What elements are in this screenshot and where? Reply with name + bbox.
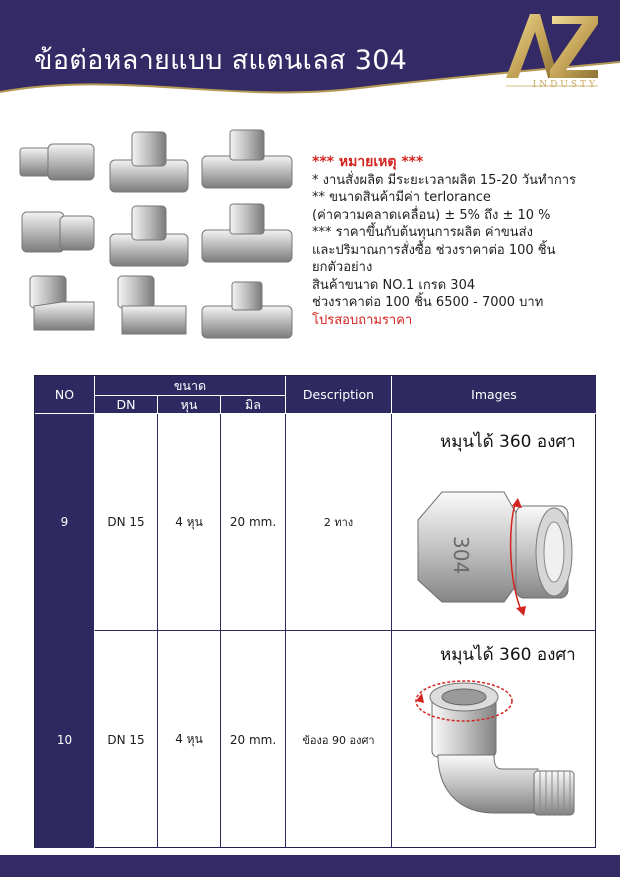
header-size-group: ขนาด — [95, 376, 286, 396]
row-dn: DN 15 — [95, 414, 158, 631]
header-description: Description — [286, 376, 392, 414]
header-images: Images — [392, 376, 596, 414]
fitting-straight-thumb — [20, 144, 94, 180]
note-line: ** ขนาดสินค้ามีค่า terlorance — [312, 190, 491, 205]
image-caption: หมุนได้ 360 องศา — [440, 432, 576, 452]
note-line: *** ราคาขึ้นกับต้นทุนการผลิต ค่าขนส่ง — [312, 225, 533, 240]
row-description: 2 ทาง — [286, 414, 392, 631]
elbow-fitting-photo — [410, 671, 584, 843]
row-image-cell — [392, 414, 596, 631]
row-dn: DN 15 — [95, 631, 158, 848]
note-line: (ค่าความคลาดเคลื่อน) ± 5% ถึง ± 10 % — [312, 207, 551, 223]
note-line: และปริมาณการสั่งซื้อ ช่วงราคาต่อ 100 ชิ้น — [312, 242, 556, 258]
notes-contact: โปรสอบถามราคา — [312, 312, 413, 328]
straight-coupling-photo — [412, 462, 582, 622]
product-collage-image — [14, 124, 304, 360]
header-banner — [0, 0, 620, 110]
product-spec-table — [34, 375, 596, 848]
notes-panel — [312, 154, 612, 329]
note-line: สินค้าขนาด NO.1 เกรด 304 — [312, 277, 476, 293]
fitting-elbow-2-thumb — [118, 276, 186, 334]
row-no: 9 — [35, 414, 95, 631]
stamp-304-text: 304 — [449, 536, 473, 575]
fitting-tee-4-thumb — [202, 282, 292, 338]
row-hun: 4 หุน — [158, 414, 221, 631]
row-no: 10 — [35, 631, 95, 848]
row-mm: 20 mm. — [221, 414, 286, 631]
header-mm: มิล — [221, 396, 286, 414]
note-line: * งานสั่งผลิต มีระยะเวลาผลิต 15-20 วันทำการ — [312, 172, 577, 188]
fitting-tee-2-thumb — [110, 206, 188, 266]
notes-heading: *** หมายเหตุ *** — [312, 154, 424, 170]
logo-subtitle: INDUSTY — [532, 80, 598, 90]
row-mm: 20 mm. — [221, 631, 286, 848]
row-description: ข้องอ 90 องศา — [286, 631, 392, 848]
fitting-tee-3-thumb — [202, 204, 292, 262]
page-title: ข้อต่อหลายแบบ สแตนเลส 304 — [34, 45, 408, 76]
header-dn: DN — [95, 396, 158, 414]
image-caption: หมุนได้ 360 องศา — [440, 645, 576, 665]
fitting-socket-thumb — [22, 212, 94, 252]
header-no: NO — [35, 376, 95, 414]
header-hun: หุน — [158, 396, 221, 414]
note-line: ยกตัวอย่าง — [312, 260, 373, 275]
fitting-tee-thumb — [110, 132, 188, 192]
note-line: ช่วงราคาต่อ 100 ชิ้น 6500 - 7000 บาท — [312, 295, 544, 310]
row-hun: 4 หุน — [158, 631, 221, 848]
fitting-elbow-thumb — [30, 276, 94, 330]
footer-band — [0, 855, 620, 877]
fitting-tee-thread-thumb — [202, 130, 292, 188]
row-image-cell — [392, 631, 596, 848]
